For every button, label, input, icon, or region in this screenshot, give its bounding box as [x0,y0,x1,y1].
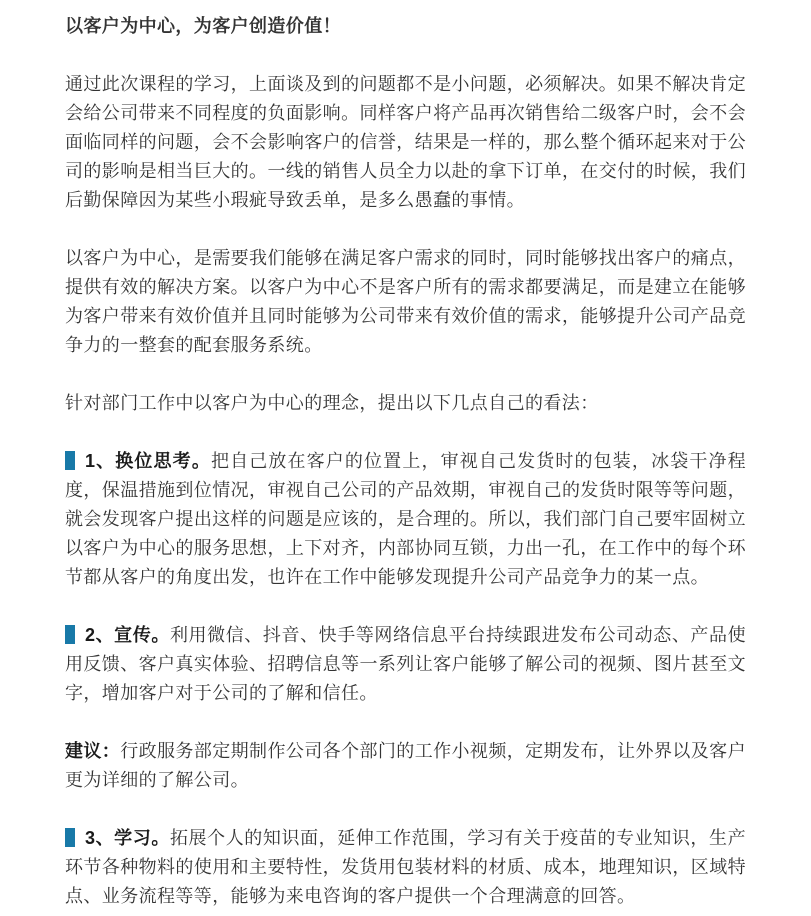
paragraph-customer-centric [65,244,746,360]
paragraph-opinions-lead-in [65,389,746,418]
point-1 [65,447,746,592]
accent-bar-icon [65,828,75,847]
suggestion-heading: 建议： [65,741,121,761]
suggestion-text: 行政服务部定期制作公司各个部门的工作小视频，定期发布，让外界以及客户更为详细的了解公司。 [65,741,746,790]
accent-bar-icon [65,625,75,644]
paragraph-opinions-lead-in-text: 针对部门工作中以客户为中心的理念，提出以下几点自己的看法： [65,393,599,413]
paragraph-customer-centric-text: 以客户为中心，是需要我们能够在满足客户需求的同时，同时能够找出客户的痛点，提供有效的解决方案。以客户为中心不是客户所有的需求都要满足，而是建立在能够为客户带来有效价值并且同时能够为公司带来有效价值的需求，能够提升公司产品竞争力的一整套的配套服务系统。 [65,248,746,355]
point-3-heading: 3、学习。 [85,828,170,848]
point-1-heading: 1、换位思考。 [85,451,211,471]
paragraph-intro-text: 通过此次课程的学习，上面谈及到的问题都不是小问题，必须解决。如果不解决肯定会给公司带来不同程度的负面影响。同样客户将产品再次销售给二级客户时，会不会面临同样的问题，会不会影响客户的信誉，结果是一样的，那么整个循环起来对于公司的影响是相当巨大的。一线的销售人员全力以赴的拿下订单，在交付的时候，我们后勤保障因为某些小瑕疵导致丢单，是多么愚蠢的事情。 [65,74,746,210]
point-2-text: 利用微信、抖音、快手等网络信息平台持续跟进发布公司动态、产品使用反馈、客户真实体验、招聘信息等一系列让客户能够了解公司的视频、图片甚至文字，增加客户对于公司的了解和信任。 [65,625,746,703]
accent-bar-icon [65,451,75,470]
article-title: 以客户为中心，为客户创造价值！ [65,16,341,36]
suggestion-paragraph [65,737,746,795]
point-2 [65,621,746,708]
point-3-text: 拓展个人的知识面，延伸工作范围，学习有关于疫苗的专业知识，生产环节各种物料的使用和主要特性，发货用包装材料的材质、成本，地理知识，区域特点、业务流程等等，能够为来电咨询的客户提供一个合理满意的回答。 [65,828,746,906]
point-3 [65,824,746,911]
point-1-text: 把自己放在客户的位置上，审视自己发货时的包装，冰袋干净程度，保温措施到位情况，审视自己公司的产品效期，审视自己的发货时限等等问题，就会发现客户提出这样的问题是应该的，是合理的。所以，我们部门自己要牢固树立以客户为中心的服务思想，上下对齐，内部协同互锁，力出一孔，在工作中的每个环节都从客户的角度出发，也许在工作中能够发现提升公司产品竞争力的某一点。 [65,451,747,587]
paragraph-intro [65,70,746,215]
point-2-heading: 2、宣传。 [85,625,170,645]
